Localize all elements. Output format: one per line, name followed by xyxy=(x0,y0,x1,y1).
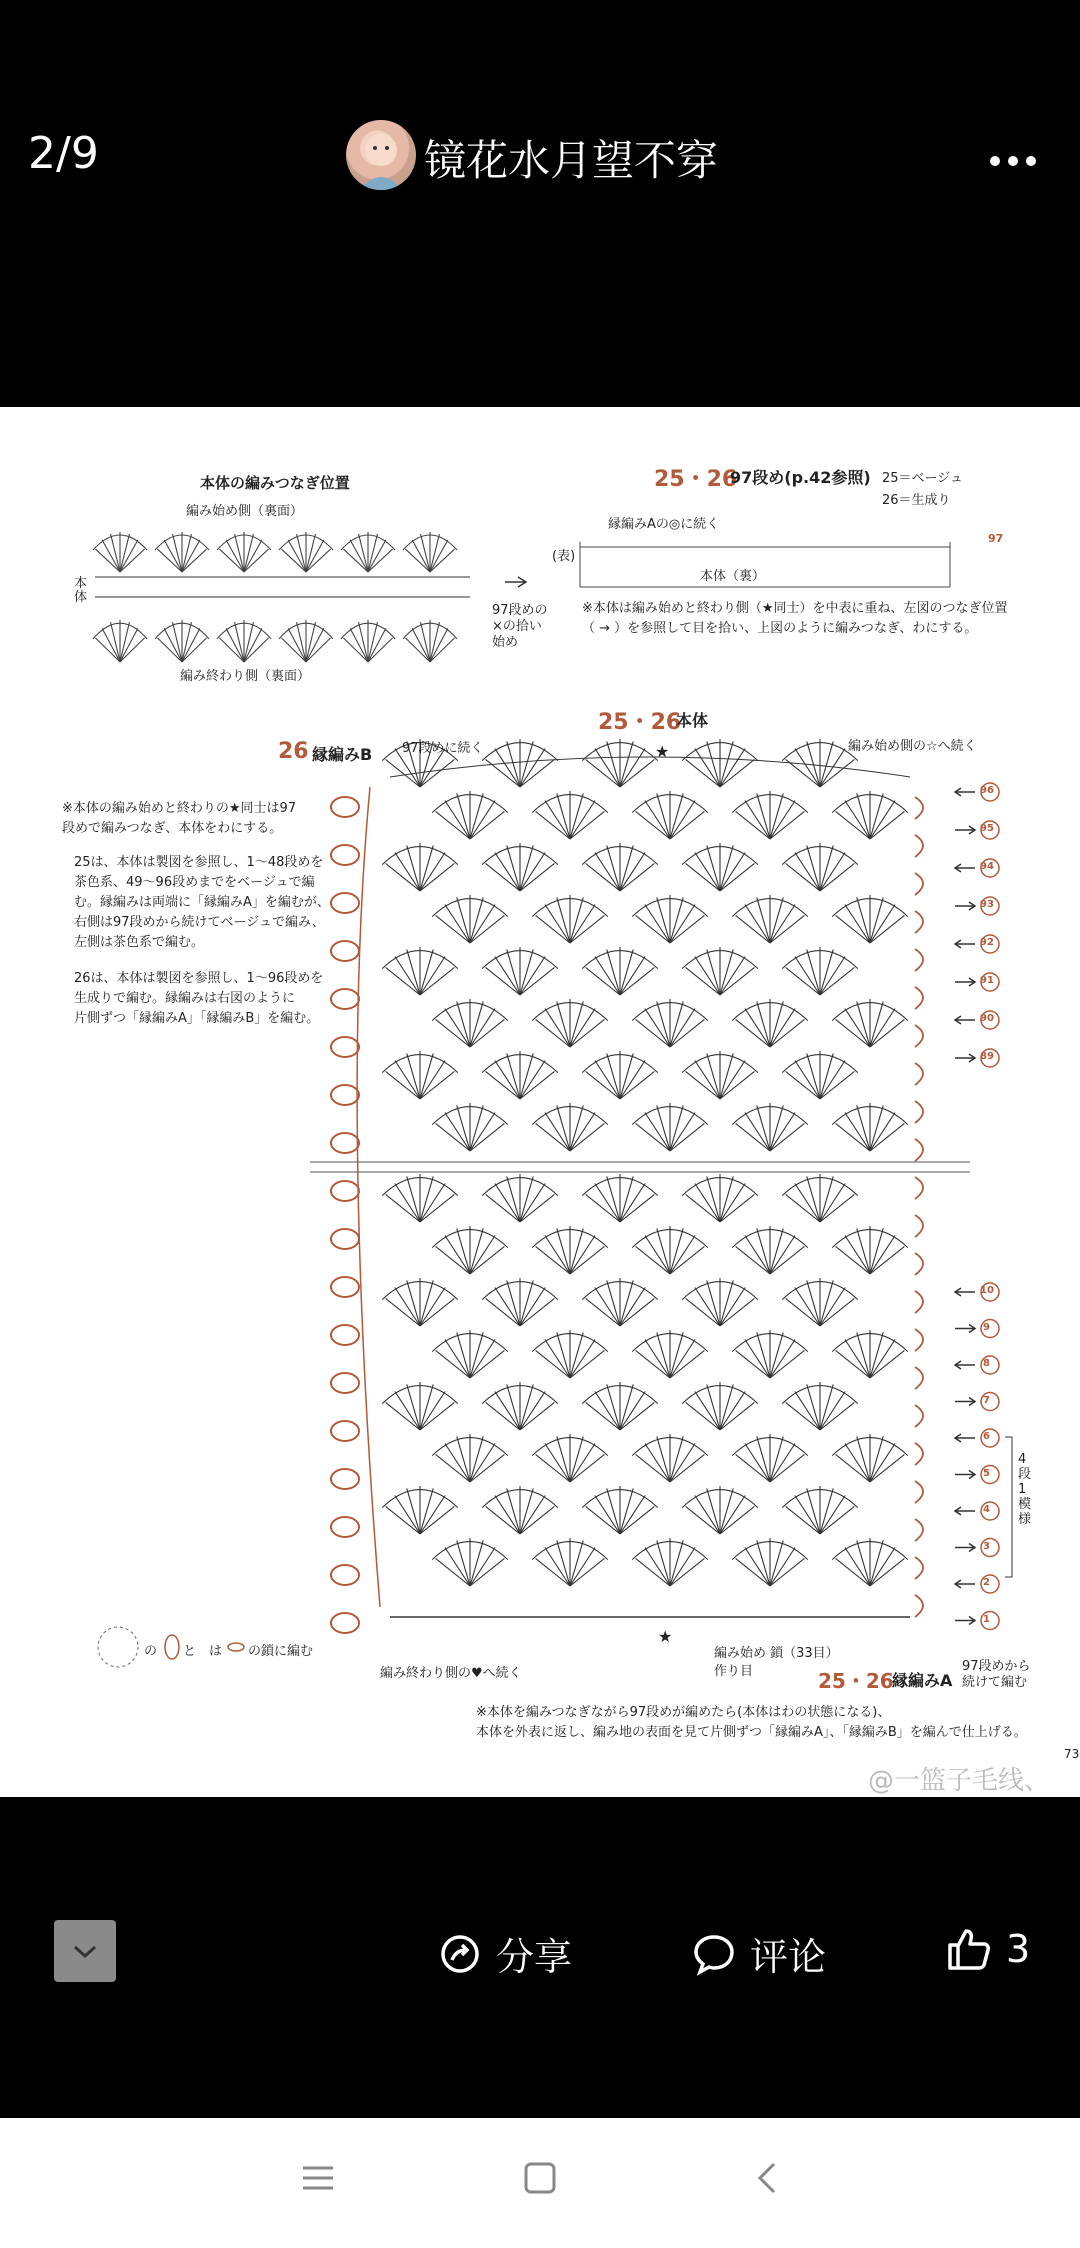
pattern-repeat-label: 4段1模様 xyxy=(1018,1452,1032,1527)
stitch-fan xyxy=(782,1174,858,1222)
stitch-fan xyxy=(682,1051,758,1099)
stitch-fan xyxy=(482,1382,558,1430)
stitch-fan xyxy=(682,739,758,787)
stitch-fan xyxy=(482,1278,558,1326)
edging-a-scallop xyxy=(915,1215,923,1237)
row-header-text: 97段め(p.42参照) xyxy=(730,468,871,487)
star-icon: ★ xyxy=(658,1627,673,1646)
row-number: 92 xyxy=(980,937,994,948)
omote-label: (表) xyxy=(552,549,576,564)
stitch-fan xyxy=(382,1382,458,1430)
row-arrow-icon xyxy=(955,1361,975,1369)
avatar[interactable] xyxy=(346,120,416,190)
row-number: 4 xyxy=(983,1504,990,1515)
edge-a-continue: 縁編みAの◎に続く xyxy=(608,517,720,532)
edging-b-petal xyxy=(331,797,359,817)
edging-a-scallop xyxy=(915,949,923,971)
stitch-fan xyxy=(832,1103,908,1151)
stitch-fan xyxy=(482,1051,558,1099)
stitch-fan xyxy=(782,947,858,995)
stitch-fan xyxy=(832,1330,908,1378)
row-number: 1 xyxy=(983,1613,990,1625)
row-number: 6 xyxy=(983,1431,990,1442)
continue-97-label: 97段めに続く xyxy=(402,741,484,756)
stitch-fan xyxy=(582,1278,658,1326)
stitch-fan xyxy=(632,895,708,943)
start-chain-label: 編み始め 鎖（33目） 作り目 xyxy=(714,1646,839,1679)
start-continue-label: 編み始め側の☆へ続く xyxy=(848,739,977,754)
edge-a-label: 縁編みA xyxy=(892,1671,953,1690)
edging-a-scallop xyxy=(915,987,923,1009)
row-number: 94 xyxy=(980,861,994,872)
comment-icon xyxy=(692,1932,736,1976)
more-icon[interactable] xyxy=(988,132,1038,178)
edging-b-petal xyxy=(331,1373,359,1393)
system-nav-bar xyxy=(0,2118,1080,2248)
share-button[interactable] xyxy=(438,1926,572,1981)
join-note: ※本体は編み始めと終わり側（★同士）を中表に重ね、左図のつなぎ位置 （ → ）を参照して目を拾い、上図のように編みつなぎ、わにする。 xyxy=(582,601,1008,636)
share-icon xyxy=(438,1932,482,1976)
row-number: 96 xyxy=(980,785,994,796)
stitch-fan xyxy=(582,1174,658,1222)
bottom-note: ※本体を編みつなぎながら97段めが編めたら(本体はわの状態になる)、 本体を外表に返し、編み地の表面を見て片側ずつ「縁編みA」、「縁編みB」を編んで仕上げる。 xyxy=(476,1705,1027,1740)
stitch-fan xyxy=(582,947,658,995)
stitch-fan xyxy=(482,843,558,891)
stitch-fan xyxy=(582,1382,658,1430)
row-arrow-icon xyxy=(955,1617,975,1625)
edge-a-num: 25・26 xyxy=(818,1669,894,1693)
edging-b-petal xyxy=(331,1517,359,1537)
body-title-num: 25・26 xyxy=(598,710,682,735)
arrow-icon xyxy=(505,577,526,587)
stitch-fan xyxy=(732,895,808,943)
joining-fan-bottom xyxy=(155,620,209,662)
stitch-fan xyxy=(482,739,558,787)
stitch-fan xyxy=(432,1434,508,1482)
stitch-fan xyxy=(432,895,508,943)
edging-b-petal xyxy=(331,1229,359,1249)
edging-b-petal xyxy=(331,845,359,865)
row-number: 9 xyxy=(983,1321,990,1333)
body-ura-label: 本体（裏） xyxy=(700,569,766,584)
stitch-fan xyxy=(382,1051,458,1099)
edging-b-petal xyxy=(331,1133,359,1153)
stitch-fan xyxy=(732,1226,808,1274)
edging-a-scallop xyxy=(915,911,923,933)
start-side-label: 編み始め側（裏面） xyxy=(186,504,304,519)
stitch-fan xyxy=(382,1174,458,1222)
stitch-fan xyxy=(632,791,708,839)
back-icon[interactable] xyxy=(748,2158,788,2198)
row97-circle: 97 xyxy=(988,532,1004,545)
edging-a-scallop xyxy=(915,1101,923,1123)
row-number: 95 xyxy=(980,823,994,834)
edging-a-scallop xyxy=(915,1595,923,1617)
edging-a-scallop xyxy=(915,873,923,895)
joining-fan-bottom xyxy=(217,620,271,662)
stitch-fan xyxy=(432,1330,508,1378)
edging-a-scallop xyxy=(915,1405,923,1427)
stitch-fan xyxy=(832,1538,908,1586)
row-arrow-icon xyxy=(955,1398,975,1406)
edging-b-petal xyxy=(331,1277,359,1297)
row-arrow-icon xyxy=(955,1580,975,1588)
stitch-fan xyxy=(832,999,908,1047)
row-arrow-icon xyxy=(955,788,975,796)
stitch-fan xyxy=(782,1382,858,1430)
joining-fan-top xyxy=(155,532,209,572)
stitch-fan xyxy=(782,1278,858,1326)
menu-icon[interactable] xyxy=(298,2158,338,2198)
share-label: 分享 xyxy=(496,1935,573,1979)
stitch-fan xyxy=(632,1226,708,1274)
stitch-fan xyxy=(532,1538,608,1586)
crochet-chart-image[interactable] xyxy=(0,407,1080,1797)
stitch-fan xyxy=(582,739,658,787)
note-1: ※本体の編み始めと終わりの★同士は97 段めで編みつなぎ、本体をわにする。 xyxy=(62,801,297,836)
stitch-fan xyxy=(382,843,458,891)
joining-fan-bottom xyxy=(93,620,147,662)
chevron-down-icon xyxy=(54,1920,116,1982)
stitch-fan xyxy=(682,843,758,891)
edging-a-scallop xyxy=(915,1557,923,1579)
row-arrow-icon xyxy=(955,940,975,948)
comment-button[interactable] xyxy=(692,1926,826,1981)
row-arrow-icon xyxy=(955,864,975,872)
edging-a-scallop xyxy=(915,1291,923,1313)
stitch-fan xyxy=(632,1538,708,1586)
row-arrow-icon xyxy=(955,1544,975,1552)
home-icon[interactable] xyxy=(520,2158,560,2198)
body-title: 本体 xyxy=(676,711,709,730)
end-side-label: 編み終わり側（裏面） xyxy=(180,669,311,684)
row-number: 5 xyxy=(983,1467,990,1479)
row-arrow-icon xyxy=(955,1507,975,1515)
edging-b-petal xyxy=(331,1085,359,1105)
edging-a-scallop xyxy=(915,1139,923,1161)
joining-fan-bottom xyxy=(403,620,457,662)
stitch-fan xyxy=(732,791,808,839)
row-number: 89 xyxy=(980,1051,994,1062)
thumbs-up-icon xyxy=(946,1926,992,1972)
row-number: 93 xyxy=(980,899,994,910)
row-arrow-icon xyxy=(955,1471,975,1479)
stitch-fan xyxy=(432,1103,508,1151)
row-number: 8 xyxy=(983,1358,990,1369)
collapse-button[interactable] xyxy=(54,1920,116,1982)
joining-title: 本体の編みつなぎ位置 xyxy=(200,474,350,492)
body-label: 本体 xyxy=(74,576,88,605)
like-button[interactable] xyxy=(946,1926,1030,1972)
row-arrow-icon xyxy=(955,826,975,834)
row-number: 90 xyxy=(980,1013,994,1024)
stitch-fan xyxy=(732,1538,808,1586)
row-arrow-icon xyxy=(955,1288,975,1296)
edging-a-scallop xyxy=(915,1519,923,1541)
page-number: 73 xyxy=(1064,1747,1080,1761)
edging-a-scallop xyxy=(915,1025,923,1047)
edging-b-line xyxy=(357,787,380,1607)
stitch-fan xyxy=(532,999,608,1047)
edging-a-scallop xyxy=(915,1367,923,1389)
stitch-fan xyxy=(832,1434,908,1482)
edging-b-petal xyxy=(331,989,359,1009)
stitch-fan xyxy=(832,791,908,839)
stitch-fan xyxy=(432,1226,508,1274)
edging-b-petal xyxy=(331,1565,359,1585)
row-number: 2 xyxy=(983,1577,990,1588)
row-arrow-icon xyxy=(955,978,975,986)
username[interactable]: 镜花水月望不穿 xyxy=(424,136,719,185)
stitch-fan xyxy=(382,947,458,995)
stitch-fan xyxy=(532,791,608,839)
row-arrow-icon xyxy=(955,1016,975,1024)
note-3: 26は、本体は製図を参照し、1〜96段めを 生成りで編む。縁編みは右図のように 片側ずつ「縁編みA」「縁編みB」を編む。 xyxy=(74,971,324,1026)
edge-b-num: 26 xyxy=(278,739,309,764)
edging-a-scallop xyxy=(915,1063,923,1085)
edging-a-scallop xyxy=(915,1253,923,1275)
stitch-fan xyxy=(532,1103,608,1151)
stitch-fan xyxy=(382,1486,458,1534)
row-arrow-icon xyxy=(955,1434,975,1442)
row-number: 10 xyxy=(980,1285,994,1296)
legend-chain: の と は の鎖に編む xyxy=(144,1644,314,1659)
top-bar xyxy=(0,0,1080,310)
edge-b-label: 縁編みB xyxy=(312,745,373,764)
row-header-num: 25・26 xyxy=(654,467,738,492)
watermark: @一篮子毛线、 xyxy=(868,1766,1051,1796)
stitch-fan xyxy=(532,895,608,943)
stitch-fan xyxy=(632,1330,708,1378)
edging-b-petal xyxy=(331,1037,359,1057)
stitch-fan xyxy=(682,1174,758,1222)
edging-a-scallop xyxy=(915,1443,923,1465)
stitch-fan xyxy=(432,791,508,839)
stitch-fan xyxy=(632,1434,708,1482)
legend-25: 25＝ベージュ xyxy=(882,471,964,486)
stitch-fan xyxy=(632,1103,708,1151)
stitch-fan xyxy=(782,1486,858,1534)
edging-b-petal xyxy=(331,893,359,913)
joining-fan-top xyxy=(217,532,271,572)
continue-from-97: 97段めから 続けて編む xyxy=(962,1659,1031,1690)
stitch-fan xyxy=(732,1330,808,1378)
stitch-fan xyxy=(832,1226,908,1274)
edging-a-scallop xyxy=(915,797,923,819)
like-count: 3 xyxy=(1006,1927,1031,1971)
top-edge xyxy=(390,757,910,777)
stitch-fan xyxy=(582,1486,658,1534)
stitch-fan xyxy=(682,1486,758,1534)
row-number: 3 xyxy=(983,1540,990,1552)
stitch-fan xyxy=(732,1434,808,1482)
action-bar xyxy=(0,1900,1080,2000)
edging-b-petal xyxy=(331,1181,359,1201)
edging-a-scallop xyxy=(915,1329,923,1351)
row-arrow-icon xyxy=(955,902,975,910)
edging-a-scallop xyxy=(915,1177,923,1199)
stitch-fan xyxy=(732,1103,808,1151)
pattern-repeat-bracket xyxy=(1005,1437,1012,1577)
stitch-fan xyxy=(682,1278,758,1326)
joining-fan-top xyxy=(403,532,457,572)
stitch-fan xyxy=(582,843,658,891)
joining-fan-top xyxy=(341,532,395,572)
stitch-fan xyxy=(782,1051,858,1099)
stitch-fan xyxy=(682,947,758,995)
edging-b-petal xyxy=(331,1421,359,1441)
stitch-fan xyxy=(432,999,508,1047)
legend-circle-icon xyxy=(98,1627,138,1667)
edging-b-petal xyxy=(331,941,359,961)
legend-26: 26＝生成り xyxy=(882,493,951,508)
joining-fan-top xyxy=(279,532,333,572)
stitch-fan xyxy=(732,999,808,1047)
stitch-fan xyxy=(682,1382,758,1430)
star-icon: ★ xyxy=(655,742,670,761)
joining-fan-top xyxy=(93,532,147,572)
image-counter: 2/9 xyxy=(28,128,99,179)
joining-fan-bottom xyxy=(279,620,333,662)
stitch-fan xyxy=(532,1434,608,1482)
end-continue-label: 編み終わり側の♥へ続く xyxy=(380,1666,522,1681)
row-arrow-icon xyxy=(955,1054,975,1062)
stitch-fan xyxy=(482,1174,558,1222)
stitch-fan xyxy=(482,1486,558,1534)
stitch-fan xyxy=(782,843,858,891)
stitch-fan xyxy=(532,1330,608,1378)
edging-a-scallop xyxy=(915,835,923,857)
stitch-fan xyxy=(632,999,708,1047)
stitch-fan xyxy=(382,1278,458,1326)
stitch-fan xyxy=(482,947,558,995)
stitch-fan xyxy=(832,895,908,943)
edging-b-petal xyxy=(331,1325,359,1345)
row-arrow-icon xyxy=(955,1325,975,1333)
edging-a-scallop xyxy=(915,1481,923,1503)
stitch-fan xyxy=(532,1226,608,1274)
row-number: 7 xyxy=(983,1394,990,1406)
edging-b-petal xyxy=(331,1469,359,1489)
row97-note: 97段めの ×の拾い 始め xyxy=(492,603,548,650)
note-2: 25は、本体は製図を参照し、1〜48段めを 茶色系、49〜96段めまでをベージュで編 む。縁編みは両端に「縁編みA」を編むが、 右側は97段めから続けてベージュで編み、 左側は茶色系で編む。 xyxy=(74,855,330,950)
stitch-fan xyxy=(582,1051,658,1099)
joining-fan-bottom xyxy=(341,620,395,662)
comment-label: 评论 xyxy=(750,1935,827,1979)
row-number: 91 xyxy=(980,975,994,986)
stitch-fan xyxy=(432,1538,508,1586)
edging-b-petal xyxy=(331,1613,359,1633)
